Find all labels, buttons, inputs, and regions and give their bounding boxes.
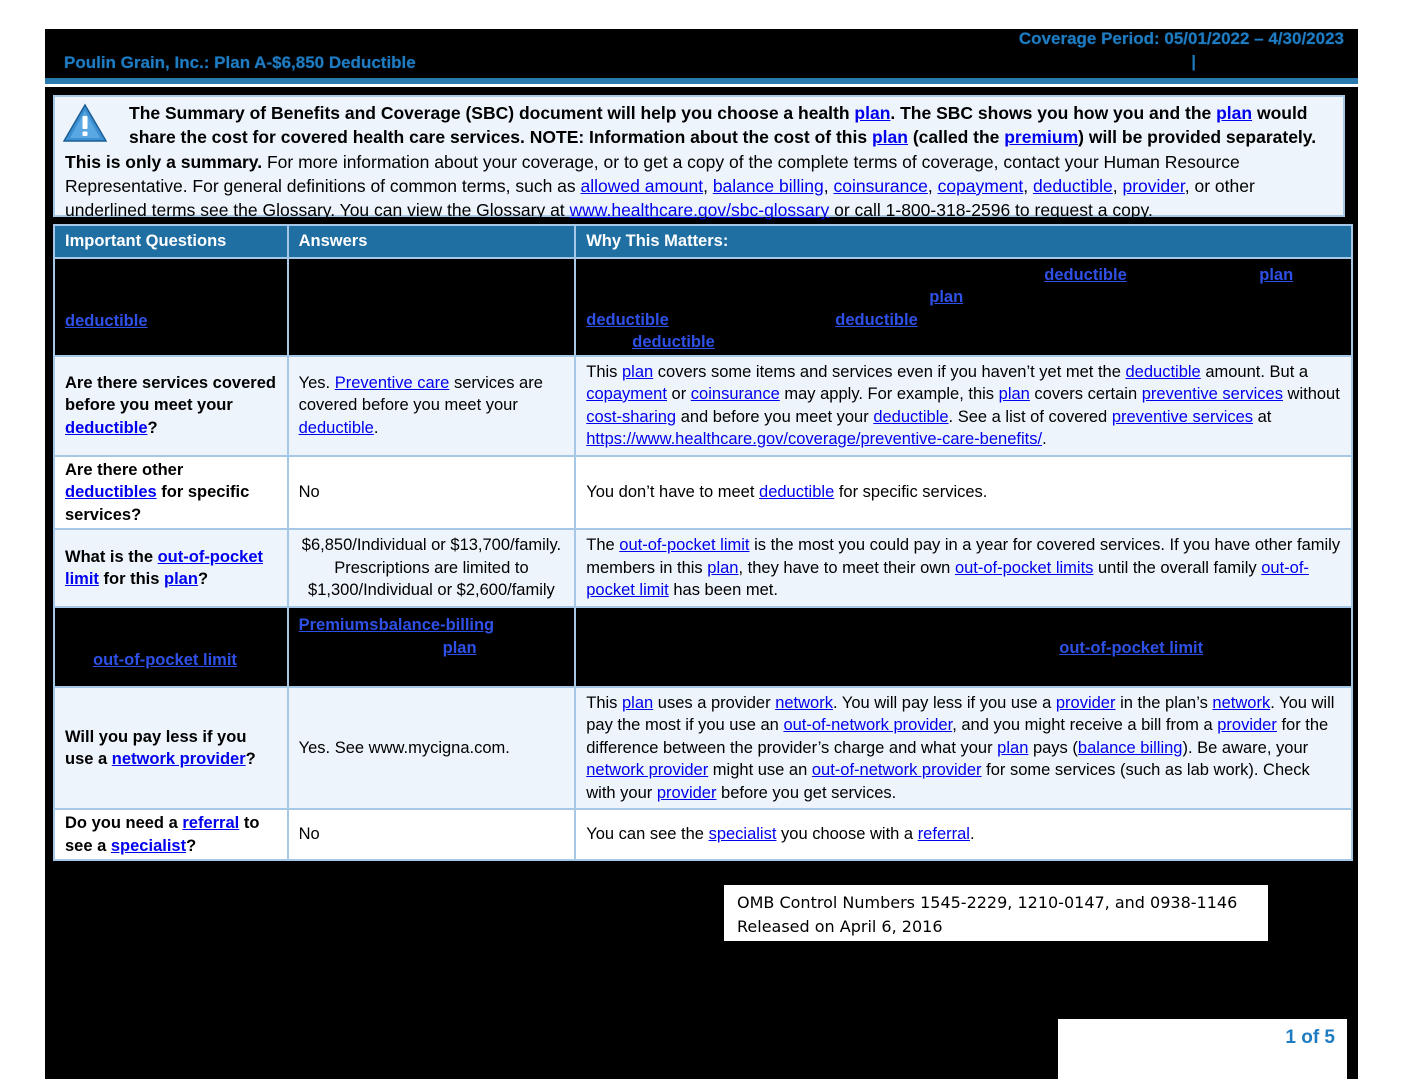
question-cell [54, 529, 288, 607]
question-text: Are there services covered before you meet your [65, 373, 276, 415]
underlined-term: underlined [65, 200, 147, 221]
network-provider-link[interactable]: network provider [111, 750, 246, 768]
copayment-link[interactable]: copayment [937, 175, 1024, 196]
specialist-link[interactable]: specialist [708, 825, 777, 844]
network-link[interactable]: network [775, 693, 833, 712]
premium-link[interactable]: premium [1004, 127, 1079, 148]
why-text: you choose with a [776, 825, 918, 844]
page-number: 1 of 5 [1285, 1027, 1335, 1048]
why-text: for specific services. [834, 483, 988, 501]
table-row [54, 258, 1352, 356]
why-text: , and you might receive a bill from a [952, 716, 1218, 735]
why-text: ). Be aware, your [1182, 738, 1309, 757]
why-text: , they have to meet their own [738, 558, 955, 577]
out-of-pocket-limit-link[interactable]: out-of-pocket limit [586, 558, 1309, 600]
release-date: Released on April 6, 2016 [737, 917, 943, 936]
intro-text: would [1252, 103, 1308, 123]
question-text: for this [98, 570, 165, 588]
why-text: amount. But a [1200, 362, 1309, 381]
answer-cell: No [288, 456, 576, 530]
why-text: . [969, 825, 975, 844]
answer-cell: No [288, 809, 576, 860]
why-text: might use an [708, 761, 812, 780]
header-separator: | [1191, 52, 1196, 71]
why-cell [575, 529, 1352, 607]
why-text: covers certain [1029, 385, 1142, 403]
table-row [54, 607, 1352, 687]
provider-link[interactable]: provider [1122, 175, 1185, 196]
why-cell [575, 809, 1352, 860]
why-cell [575, 356, 1352, 456]
question-cell [54, 607, 288, 687]
question-text: to see a [65, 814, 260, 855]
why-text: is the most you could pay in a year for covered services. If you have other family members in this [586, 536, 1341, 577]
answer-cell: Yes. See www.mycigna.com. [288, 687, 576, 809]
why-text: may apply. For example, this [779, 385, 999, 403]
document-page [45, 29, 1358, 1079]
balance-billing-link[interactable]: balance-billing [378, 616, 495, 634]
deductible-link[interactable]: deductible [1044, 265, 1127, 284]
column-header-questions: Important Questions [54, 225, 288, 258]
deductible-link[interactable]: deductible [835, 310, 918, 329]
why-text: for the difference between the provider’s charge and what your [586, 716, 1329, 757]
question-text: ? [197, 570, 209, 588]
why-cell [575, 258, 1352, 356]
header-rule [45, 78, 1358, 87]
column-header-why: Why This Matters: [575, 225, 1352, 258]
intro-text: terms see the Glossary. You can view the Glossary at [146, 200, 570, 221]
intro-text: (called the [907, 127, 1005, 148]
why-text: . [1042, 430, 1047, 448]
plan-link[interactable]: plan [998, 385, 1030, 403]
question-text: Are there other [65, 460, 184, 479]
why-cell [575, 687, 1352, 809]
intro-text: , or other [1184, 175, 1255, 196]
intro-summary-bold: This is only a summary. [65, 151, 263, 172]
provider-link[interactable]: provider [1055, 693, 1116, 712]
why-text: The [586, 536, 620, 555]
out-of-pocket-limit-link[interactable]: out-of-pocket limit [65, 547, 263, 588]
referral-link[interactable]: referral [182, 814, 240, 832]
copayment-link[interactable]: copayment [586, 385, 667, 403]
why-text: You can see the [586, 825, 709, 844]
plan-link[interactable]: plan [442, 639, 477, 657]
glossary-link[interactable]: www.healthcare.gov/sbc-glossary [569, 200, 830, 221]
why-text: before you get services. [716, 783, 897, 802]
why-text: without [1282, 385, 1340, 403]
deductible-link[interactable]: deductible [632, 332, 715, 351]
deductible-link[interactable]: deductible [759, 483, 835, 501]
preventive-care-link[interactable]: Preventive care [334, 373, 450, 392]
answer-cell [288, 356, 576, 456]
preventive-care-benefits-url[interactable]: https://www.healthcare.gov/coverage/preventive-care-benefits/ [586, 430, 1043, 448]
preventive-services-link[interactable]: preventive services [1111, 407, 1254, 426]
question-text: ? [147, 418, 158, 437]
plan-link[interactable]: plan [997, 738, 1029, 757]
specialist-link[interactable]: specialist [110, 836, 187, 855]
why-cell [575, 456, 1352, 530]
plan-link[interactable]: plan [164, 570, 198, 588]
plan-link[interactable]: plan [854, 103, 891, 123]
intro-text: . The SBC shows you how you and the [890, 103, 1217, 123]
coinsurance-link[interactable]: coinsurance [690, 385, 780, 403]
why-text: . You will pay less if you use a [832, 693, 1056, 712]
intro-text: share the cost for covered health care services. NOTE: Information about the cost of this [129, 127, 872, 148]
out-of-network-provider-link[interactable]: out-of-network provider [783, 716, 953, 735]
question-cell [54, 809, 288, 860]
plan-link[interactable]: plan [871, 127, 908, 148]
intro-line-4: Representative. For general definitions of common terms, such as allowed amount, balance billing, coinsurance, copayment, deductible, provider, or other [65, 175, 1255, 196]
deductible-link[interactable]: deductible [586, 310, 669, 329]
deductible-link[interactable]: deductible [1032, 175, 1113, 196]
intro-text: For more information about your coverage, or to get a copy of the complete terms of coverage, contact your Human Resource [262, 151, 1240, 172]
preventive-services-link[interactable]: preventive services [1141, 385, 1283, 403]
referral-link[interactable]: referral [917, 825, 970, 844]
provider-link[interactable]: provider [1217, 716, 1277, 735]
table-row [54, 529, 1352, 607]
intro-line-5 [65, 198, 1333, 222]
question-cell [54, 258, 288, 356]
question-cell [54, 687, 288, 809]
page-number-box [1058, 1019, 1347, 1079]
why-text: and before you meet your [676, 407, 874, 426]
answer-text: . [373, 418, 379, 437]
intro-line-1 [65, 101, 1333, 125]
why-text: for some services (such as lab work). Check with your [586, 761, 1310, 802]
intro-text: ) will be provided separately. [1078, 127, 1317, 148]
out-of-pocket-limit-link[interactable]: out-of-pocket limit [619, 536, 750, 555]
table-row [54, 356, 1352, 456]
allowed-amount-link[interactable]: allowed amount [580, 175, 704, 196]
answer-text: services are covered before you meet your [298, 373, 543, 415]
why-text: at [1253, 407, 1272, 426]
question-text: What is the [65, 547, 158, 566]
table-row [54, 456, 1352, 530]
deductibles-link[interactable]: deductibles [65, 483, 157, 501]
why-text: pays ( [1028, 738, 1078, 757]
deductible-link[interactable]: deductible [298, 418, 374, 437]
network-link[interactable]: network [1212, 693, 1271, 712]
why-text: . You will pay the most if you use an [586, 693, 1335, 735]
intro-text: The Summary of Benefits and Coverage (SBC) document will help you choose a health [129, 103, 855, 123]
column-header-answers: Answers [288, 225, 576, 258]
out-of-pocket-limits-link[interactable]: out-of-pocket limits [954, 558, 1094, 577]
question-text: ? [245, 750, 256, 768]
important-questions-table [53, 224, 1353, 861]
question-cell [54, 456, 288, 530]
table-row [54, 809, 1352, 860]
why-text: has been met. [668, 581, 778, 600]
answer-cell [288, 607, 576, 687]
out-of-network-provider-link[interactable]: out-of-network provider [811, 761, 982, 780]
warning-icon [63, 103, 107, 143]
why-cell [575, 607, 1352, 687]
why-text: covers some items and services even if you haven’t yet met the [653, 362, 1126, 381]
plan-link[interactable]: plan [1216, 103, 1253, 123]
coinsurance-link[interactable]: coinsurance [833, 175, 928, 196]
network-provider-link[interactable]: network provider [586, 761, 709, 780]
answer-text: Yes. [298, 373, 335, 392]
question-text: ? [186, 836, 197, 855]
why-text: You don’t have to meet [586, 483, 760, 501]
deductible-link[interactable]: deductible [1125, 362, 1201, 381]
why-text: . See a list of covered [948, 407, 1112, 426]
question-text: Will you pay less if you use a [65, 727, 247, 768]
why-text: This [586, 693, 622, 712]
plan-link[interactable]: plan [622, 693, 654, 712]
question-cell [54, 356, 288, 456]
out-of-pocket-limit-link[interactable]: out-of-pocket limit [1059, 639, 1204, 657]
why-text: until the overall family [1093, 558, 1262, 577]
out-of-pocket-limit-link[interactable]: out-of-pocket limit [93, 651, 237, 669]
plan-link[interactable]: plan [622, 362, 654, 381]
omb-control-numbers: OMB Control Numbers 1545-2229, 1210-0147, and 0938-1146 [737, 893, 1238, 912]
premiums-link[interactable]: Premiums [298, 616, 379, 634]
plan-link[interactable]: plan [707, 558, 739, 577]
intro-line-3 [65, 150, 1333, 174]
intro-text: or call 1-800-318-2596 to request a copy. [829, 200, 1153, 221]
provider-link[interactable]: provider [656, 783, 717, 802]
omb-control-box [724, 885, 1268, 941]
question-text: Do you need a [65, 814, 183, 832]
balance-billing-link[interactable]: balance billing [712, 175, 824, 196]
sbc-intro-box [53, 95, 1345, 221]
why-text: or [666, 385, 691, 403]
cost-sharing-link[interactable]: cost-sharing [586, 407, 677, 426]
question-text: for specific services? [65, 483, 250, 524]
why-text: This [586, 362, 622, 381]
why-text: uses a provider [653, 693, 776, 712]
deductible-link[interactable]: deductible [65, 418, 148, 437]
coverage-period: Coverage Period: 05/01/2022 – 4/30/2023 [1018, 29, 1344, 48]
why-text: in the plan’s [1115, 693, 1213, 712]
table-row [54, 687, 1352, 809]
plan-link[interactable]: plan [929, 287, 964, 306]
deductible-link[interactable]: deductible [65, 311, 148, 330]
balance-billing-link[interactable]: balance billing [1077, 738, 1183, 757]
intro-line-2 [65, 125, 1333, 149]
answer-cell [288, 258, 576, 356]
plan-link[interactable]: plan [1259, 265, 1294, 284]
plan-title: Poulin Grain, Inc.: Plan A-$6,850 Deductible [64, 53, 416, 72]
intro-text: Representative. For general definitions of common terms, such as [65, 175, 581, 196]
answer-cell: $6,850/Individual or $13,700/family. Prescriptions are limited to $1,300/Individual or $2,600/family [288, 529, 576, 607]
deductible-link[interactable]: deductible [873, 407, 949, 426]
